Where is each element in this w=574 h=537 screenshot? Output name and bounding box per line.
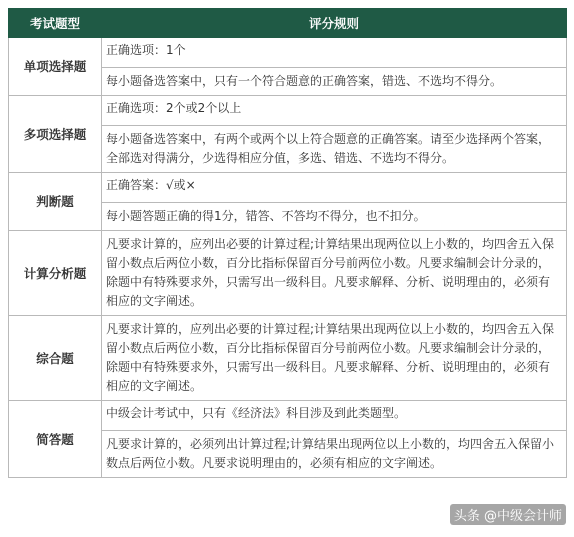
row-type-true-false: 判断题: [9, 173, 102, 231]
rule-cell: 每小题备选答案中，有两个或两个以上符合题意的正确答案。请至少选择两个答案，全部选对得满分，少选得相应分值，多选、错选、不选均不得分。: [102, 126, 567, 173]
row-type-short-answer: 简答题: [9, 401, 102, 478]
table-row: [9, 316, 567, 401]
row-type-comprehensive: 综合题: [9, 316, 102, 401]
row-type-single-choice: 单项选择题: [9, 38, 102, 96]
rule-cell: 每小题备选答案中，只有一个符合题意的正确答案，错选、不选均不得分。: [102, 68, 567, 96]
rule-cell: 正确选项：2个或2个以上: [102, 96, 567, 126]
rule-cell: 凡要求计算的，应列出必要的计算过程;计算结果出现两位以上小数的，均四舍五入保留小数点后两位小数，百分比指标保留百分号前两位小数。凡要求编制会计分录的，除题中有特殊要求外，只需写出一级科目。凡要求解释、分析、说明理由的，必须有相应的文字阐述。: [102, 231, 567, 316]
table-header-row: [9, 9, 567, 38]
rule-cell: 凡要求计算的，应列出必要的计算过程;计算结果出现两位以上小数的，均四舍五入保留小数点后两位小数，百分比指标保留百分号前两位小数。凡要求编制会计分录的，除题中有特殊要求外，只需写出一级科目。凡要求解释、分析、说明理由的，必须有相应的文字阐述。: [102, 316, 567, 401]
table-row: [9, 401, 567, 431]
table-row: [9, 231, 567, 316]
table-row: [9, 96, 567, 126]
rule-cell: 中级会计考试中，只有《经济法》科目涉及到此类题型。: [102, 401, 567, 431]
rule-cell: 正确答案：√或×: [102, 173, 567, 203]
watermark: 头条 @中级会计师: [450, 504, 566, 525]
rule-cell: 每小题答题正确的得1分，错答、不答均不得分，也不扣分。: [102, 203, 567, 231]
table-row: [9, 173, 567, 203]
scoring-rules-table: [8, 8, 567, 478]
header-rule: 评分规则: [102, 9, 567, 38]
row-type-multiple-choice: 多项选择题: [9, 96, 102, 173]
row-type-calculation-analysis: 计算分析题: [9, 231, 102, 316]
rule-cell: 凡要求计算的，必须列出计算过程;计算结果出现两位以上小数的，均四舍五入保留小数点后两位小数。凡要求说明理由的，必须有相应的文字阐述。: [102, 431, 567, 478]
table-row: [9, 38, 567, 68]
header-type: 考试题型: [9, 9, 102, 38]
rule-cell: 正确选项：1个: [102, 38, 567, 68]
